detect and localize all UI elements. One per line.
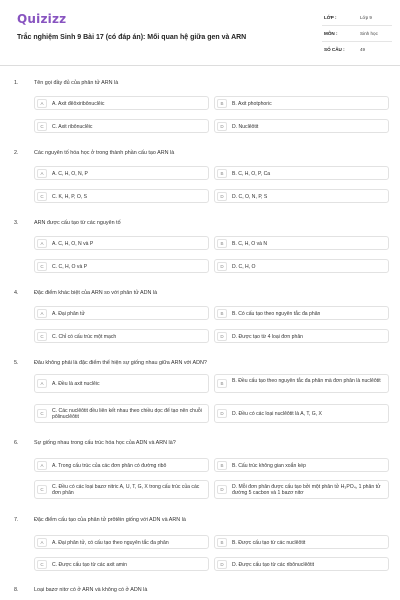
question-number: 5. [14, 360, 19, 366]
option-text: A. Trong cấu trúc của các đơn phân có đường ribô [52, 462, 167, 469]
option-letter: D [217, 332, 227, 341]
option-d[interactable] [214, 480, 389, 499]
option-text: B. Được cấu tạo từ các nuclêôtit [232, 539, 306, 546]
option-text: A. Đại phân tử, có cấu tạo theo nguyên tắc đa phân [52, 539, 169, 546]
option-text: C. Axit ribônuclêic [52, 123, 93, 130]
option-text: A. Đại phân tử [52, 310, 85, 317]
option-letter: B [217, 461, 227, 470]
question-text: Tên gọi đầy đủ của phân tử ARN là [34, 80, 119, 86]
question-number: 8. [14, 587, 19, 593]
option-text: B. C, H, O, P, Ca [232, 170, 271, 177]
question-text: Các nguyên tố hóa học ở trong thành phần cấu tạo ARN là [34, 150, 175, 156]
option-text: B. Cấu trúc không gian xoắn kép [232, 462, 306, 469]
meta-value: Lớp 9 [360, 15, 372, 20]
option-b[interactable] [214, 236, 389, 250]
option-letter: B [217, 99, 227, 108]
option-text: D. Được tạo từ 4 loại đơn phân [232, 333, 303, 340]
option-b[interactable] [214, 306, 389, 320]
option-letter: D [217, 409, 227, 418]
question-text: Đâu không phải là đặc điểm thể hiện sự giống nhau giữa ARN với ADN? [34, 360, 207, 366]
option-text: D. Nuclêôtit [232, 123, 259, 130]
option-text: C. Chỉ có cấu trúc một mạch [52, 333, 117, 340]
question-text: Đặc điểm khác biệt của ARN so với phân tử ADN là [34, 290, 158, 296]
option-text: C. Các nuclêôtit đều liên kết nhau theo chiều dọc để tạo nên chuỗi pôlinuclêôtit [52, 408, 202, 420]
meta-value: 49 [360, 47, 366, 52]
option-b[interactable] [214, 96, 389, 110]
option-letter: C [37, 560, 47, 569]
option-letter: B [217, 379, 227, 388]
option-a[interactable] [34, 458, 209, 472]
option-c[interactable] [34, 557, 209, 571]
meta-value: Sinh học [360, 31, 378, 36]
option-text: D. Mỗi đơn phân được cấu tạo bởi một phân tử H₃PO₄, 1 phân tử đường 5 cacbon và 1 bazơ nitơ [232, 484, 381, 496]
option-c[interactable] [34, 259, 209, 273]
meta-row-grade [322, 10, 392, 26]
option-c[interactable] [34, 404, 209, 423]
quizizz-logo: Quizizz [17, 12, 67, 26]
option-letter: A [37, 538, 47, 547]
option-c[interactable] [34, 329, 209, 343]
option-letter: C [37, 192, 47, 201]
question-number: 4. [14, 290, 19, 296]
option-letter: A [37, 461, 47, 470]
question-text: ARN được cấu tạo từ các nguyên tố [34, 220, 121, 226]
option-text: C. Đều có các loại bazơ nitric A, U, T, G, X trong cấu trúc của các đơn phân [52, 484, 200, 496]
option-letter: D [217, 122, 227, 131]
meta-key: SỐ CÂU : [324, 47, 345, 52]
worksheet-meta [322, 10, 392, 58]
option-d[interactable] [214, 189, 389, 203]
question-number: 1. [14, 80, 19, 86]
option-c[interactable] [34, 119, 209, 133]
header-divider [0, 65, 400, 66]
option-letter: C [37, 122, 47, 131]
option-letter: C [37, 332, 47, 341]
option-c[interactable] [34, 480, 209, 499]
option-letter: C [37, 409, 47, 418]
option-d[interactable] [214, 119, 389, 133]
option-text: C. Được cấu tạo từ các axit amin [52, 561, 127, 568]
option-letter: A [37, 169, 47, 178]
option-text: B. Đều cấu tạo theo nguyên tắc đa phân mà đơn phân là nuclêôtit [232, 378, 381, 384]
option-b[interactable] [214, 166, 389, 180]
option-letter: B [217, 169, 227, 178]
option-text: A. C, H, O, N, P [52, 170, 88, 177]
option-letter: C [37, 485, 47, 494]
meta-row-question-count [322, 42, 392, 58]
option-d[interactable] [214, 404, 389, 423]
question-number: 2. [14, 150, 19, 156]
question-number: 3. [14, 220, 19, 226]
option-letter: D [217, 262, 227, 271]
option-letter: D [217, 485, 227, 494]
option-text: A. C, H, O, N và P [52, 240, 94, 247]
option-text: C. C, H, O và P [52, 263, 88, 270]
option-text: A. Axit đêôxiribônuclêic [52, 100, 105, 107]
option-c[interactable] [34, 189, 209, 203]
option-text: B. Axit photphoric [232, 100, 272, 107]
question-text: Sự giống nhau trong cấu trúc hóa học của ADN và ARN là? [34, 440, 176, 446]
option-letter: D [217, 192, 227, 201]
worksheet-header [0, 0, 400, 62]
option-letter: A [37, 309, 47, 318]
option-d[interactable] [214, 329, 389, 343]
option-a[interactable] [34, 166, 209, 180]
option-a[interactable] [34, 306, 209, 320]
option-letter: D [217, 560, 227, 569]
option-text: C. K, H, P, O, S [52, 193, 88, 200]
question-number: 6. [14, 440, 19, 446]
option-text: D. C, H, O [232, 263, 256, 270]
question-text: Loại bazơ nitơ có ở ARN và không có ở ADN là [34, 587, 148, 593]
option-text: B. C, H, O và N [232, 240, 268, 247]
option-text: B. Có cấu tạo theo nguyên tắc đa phân [232, 310, 321, 317]
option-a[interactable] [34, 374, 209, 393]
option-letter: B [217, 309, 227, 318]
option-a[interactable] [34, 96, 209, 110]
option-a[interactable] [34, 535, 209, 549]
option-letter: A [37, 99, 47, 108]
option-text: D. C, O, N, P, S [232, 193, 268, 200]
question-number: 7. [14, 517, 19, 523]
meta-key: MÔN : [324, 31, 338, 36]
option-text: A. Đều là axit nuclêic [52, 381, 100, 387]
option-b[interactable] [214, 535, 389, 549]
option-d[interactable] [214, 557, 389, 571]
meta-key: LỚP : [324, 15, 337, 20]
option-d[interactable] [214, 259, 389, 273]
option-text: D. Được cấu tạo từ các ribônuclêôtit [232, 561, 315, 568]
question-text: Đặc điểm cấu tạo của phân tử prôtêin giống với ADN và ARN là [34, 517, 186, 523]
option-letter: A [37, 379, 47, 388]
option-a[interactable] [34, 236, 209, 250]
option-b[interactable] [214, 458, 389, 472]
option-letter: B [217, 239, 227, 248]
option-letter: C [37, 262, 47, 271]
option-letter: A [37, 239, 47, 248]
option-letter: B [217, 538, 227, 547]
meta-row-subject [322, 26, 392, 42]
option-text: D. Đều có các loại nuclêôtit là A, T, G, X [232, 411, 322, 417]
option-b[interactable] [214, 374, 389, 393]
worksheet-title: Trắc nghiệm Sinh 9 Bài 17 (có đáp án): Mối quan hệ giữa gen và ARN [17, 34, 247, 41]
